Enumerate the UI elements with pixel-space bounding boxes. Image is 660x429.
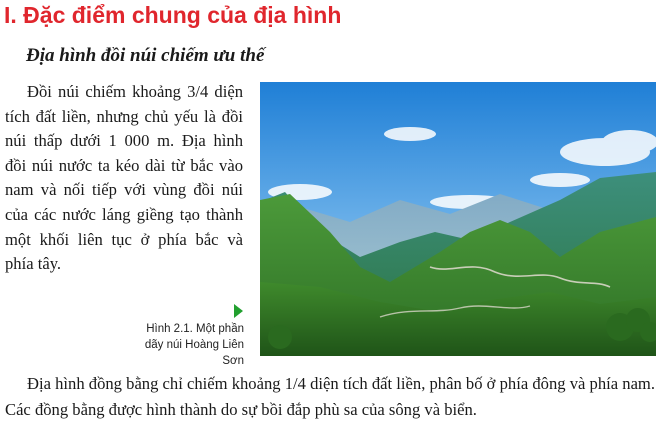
mountains-paragraph: Đồi núi chiếm khoảng 3/4 diện tích đất liền, nhưng chủ yếu là đồi núi thấp dưới 1 000 m. Địa hình đồi núi nước ta kéo dài từ bắc vào nam và nối tiếp với vùng đồi núi của các nước láng giềng tạo thành một khối liên tục ở phía bắc và phía tây.: [5, 82, 243, 274]
section-heading: I. Đặc điểm chung của địa hình: [4, 2, 342, 28]
mountain-photo: [260, 82, 656, 356]
mountains-paragraph-block: [5, 80, 243, 277]
plains-paragraph-block: [5, 371, 655, 423]
plains-paragraph: Địa hình đồng bằng chỉ chiếm khoảng 1/4 diện tích đất liền, phân bố ở phía đông và phía nam. Các đồng bằng được hình thành do sự bồi đắp phù sa của sông và biển.: [5, 374, 655, 419]
subsection-heading: Địa hình đồi núi chiếm ưu thế: [26, 45, 265, 66]
figure-caption: Hình 2.1. Một phần dãy núi Hoàng Liên Sơn: [144, 323, 244, 367]
triangle-right-icon: [234, 304, 243, 318]
